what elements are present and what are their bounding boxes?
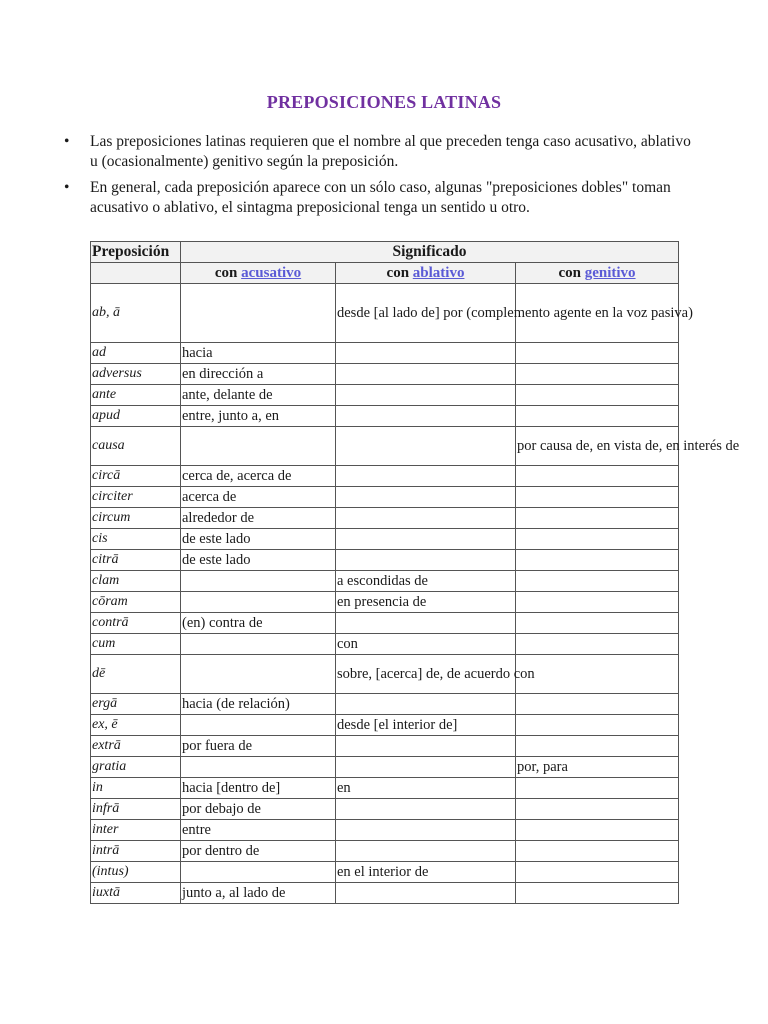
cell-acusativo: hacia [dentro de] [181,778,336,799]
cell-acusativo: por fuera de [181,736,336,757]
cell-preposicion: contrā [91,613,181,634]
cell-ablativo [336,406,516,427]
cell-ablativo [336,799,516,820]
cell-acusativo [181,634,336,655]
genitivo-link[interactable]: genitivo [584,265,636,281]
cell-preposicion: dē [91,655,181,694]
cell-genitivo [516,406,679,427]
cell-ablativo [336,883,516,904]
table-row [91,364,679,385]
table-row [91,385,679,406]
cell-ablativo: en el interior de [336,862,516,883]
cell-preposicion: infrā [91,799,181,820]
cell-ablativo [336,508,516,529]
table-body [91,284,740,904]
cell-ablativo [336,757,516,778]
header-blank-cell [91,263,181,284]
cell-acusativo: hacia (de relación) [181,694,336,715]
acusativo-link[interactable]: acusativo [241,265,302,281]
cell-ablativo [336,364,516,385]
bullet-item [64,178,694,218]
cell-acusativo: (en) contra de [181,613,336,634]
cell-preposicion: adversus [91,364,181,385]
cell-preposicion: (intus) [91,862,181,883]
cell-ablativo [336,427,516,466]
cell-genitivo [516,883,679,904]
cell-acusativo: de este lado [181,529,336,550]
cell-genitivo [516,343,679,364]
table-row [91,799,679,820]
table-row [91,634,679,655]
table-row [91,466,679,487]
cell-acusativo: entre, junto a, en [181,406,336,427]
cell-preposicion: cōram [91,592,181,613]
cell-preposicion: cum [91,634,181,655]
table-row [91,883,679,904]
cell-preposicion: extrā [91,736,181,757]
cell-ablativo: desde [al lado de] por (complemento agente en la voz pasiva) [336,284,516,343]
table-row [91,655,679,694]
table-row [91,427,679,466]
cell-acusativo [181,427,336,466]
cell-genitivo: por causa de, en vista de, en interés de [516,427,679,466]
intro-bullet-list [64,132,694,224]
cell-ablativo [336,550,516,571]
cell-genitivo [516,634,679,655]
table-row [91,592,679,613]
table-row [91,715,679,736]
cell-genitivo [516,508,679,529]
cell-preposicion: ex, ē [91,715,181,736]
cell-preposicion: circum [91,508,181,529]
cell-acusativo: cerca de, acerca de [181,466,336,487]
cell-ablativo [336,487,516,508]
cell-preposicion: ergā [91,694,181,715]
bullet-icon: • [64,133,70,150]
cell-preposicion: gratia [91,757,181,778]
cell-acusativo [181,284,336,343]
header-con-label: con [214,265,238,281]
cell-genitivo [516,736,679,757]
header-acusativo [181,263,336,284]
cell-acusativo [181,862,336,883]
cell-acusativo: en dirección a [181,364,336,385]
cell-genitivo [516,466,679,487]
cell-genitivo [516,841,679,862]
cell-preposicion: apud [91,406,181,427]
table-row [91,406,679,427]
cell-acusativo: alrededor de [181,508,336,529]
prepositions-table [90,241,740,904]
cell-acusativo: por dentro de [181,841,336,862]
table-row [91,694,679,715]
cell-ablativo: desde [el interior de] [336,715,516,736]
cell-ablativo [336,841,516,862]
table-row [91,343,679,364]
cell-genitivo [516,655,679,694]
table-row [91,571,679,592]
bullet-icon: • [64,179,70,196]
table-row [91,613,679,634]
cell-genitivo [516,487,679,508]
bullet-text: En general, cada preposición aparece con un sólo caso, algunas "preposiciones dobles" toman acusativo o ablativo, el sintagma preposicional tenga un sentido u otro. [90,179,671,216]
table-row [91,778,679,799]
table-row [91,736,679,757]
cell-ablativo: a escondidas de [336,571,516,592]
cell-ablativo [336,343,516,364]
cell-preposicion: iuxtā [91,883,181,904]
cell-genitivo [516,715,679,736]
cell-preposicion: causa [91,427,181,466]
cell-ablativo [336,385,516,406]
cell-preposicion: in [91,778,181,799]
table-row [91,841,679,862]
cell-preposicion: citrā [91,550,181,571]
cell-genitivo [516,550,679,571]
cell-genitivo [516,529,679,550]
header-con-label: con [558,265,581,281]
cell-genitivo [516,778,679,799]
header-preposicion: Preposición [91,242,181,263]
cell-ablativo [336,736,516,757]
cell-ablativo: sobre, [acerca] de, de acuerdo con [336,655,516,694]
cell-preposicion: inter [91,820,181,841]
cell-acusativo [181,655,336,694]
cell-preposicion: cis [91,529,181,550]
cell-acusativo: por debajo de [181,799,336,820]
ablativo-link[interactable]: ablativo [412,265,465,281]
header-significado: Significado [181,242,679,263]
table-row [91,487,679,508]
table-row [91,862,679,883]
header-genitivo [516,263,679,284]
cell-genitivo [516,862,679,883]
cell-ablativo: en [336,778,516,799]
cell-ablativo [336,613,516,634]
cell-ablativo [336,820,516,841]
cell-acusativo [181,592,336,613]
table-row [91,550,679,571]
cell-acusativo: entre [181,820,336,841]
cell-acusativo: de este lado [181,550,336,571]
cell-preposicion: circā [91,466,181,487]
cell-genitivo [516,820,679,841]
cell-genitivo [516,592,679,613]
cell-genitivo [516,364,679,385]
cell-acusativo: acerca de [181,487,336,508]
cell-preposicion: clam [91,571,181,592]
cell-acusativo [181,715,336,736]
cell-ablativo [336,529,516,550]
cell-acusativo: junto a, al lado de [181,883,336,904]
table-row [91,757,679,778]
cell-ablativo: con [336,634,516,655]
cell-preposicion: ab, ā [91,284,181,343]
cell-preposicion: intrā [91,841,181,862]
table-row [91,284,679,343]
cell-ablativo [336,694,516,715]
cell-ablativo: en presencia de [336,592,516,613]
cell-genitivo [516,694,679,715]
table-row [91,820,679,841]
bullet-item [64,132,694,172]
cell-acusativo: ante, delante de [181,385,336,406]
cell-acusativo [181,757,336,778]
cell-genitivo [516,571,679,592]
cell-preposicion: ante [91,385,181,406]
header-ablativo [336,263,516,284]
cell-genitivo [516,385,679,406]
header-con-label: con [386,265,410,281]
cell-acusativo [181,571,336,592]
page-title: PREPOSICIONES LATINAS [266,92,502,112]
cell-genitivo: por, para [516,757,679,778]
table-row [91,508,679,529]
cell-acusativo: hacia [181,343,336,364]
cell-ablativo [336,466,516,487]
cell-genitivo [516,799,679,820]
table-row [91,529,679,550]
cell-preposicion: circiter [91,487,181,508]
cell-preposicion: ad [91,343,181,364]
cell-genitivo [516,613,679,634]
bullet-text: Las preposiciones latinas requieren que el nombre al que preceden tenga caso acusativo, ablativo u (ocasionalmente) genitivo según la preposición. [90,133,691,170]
